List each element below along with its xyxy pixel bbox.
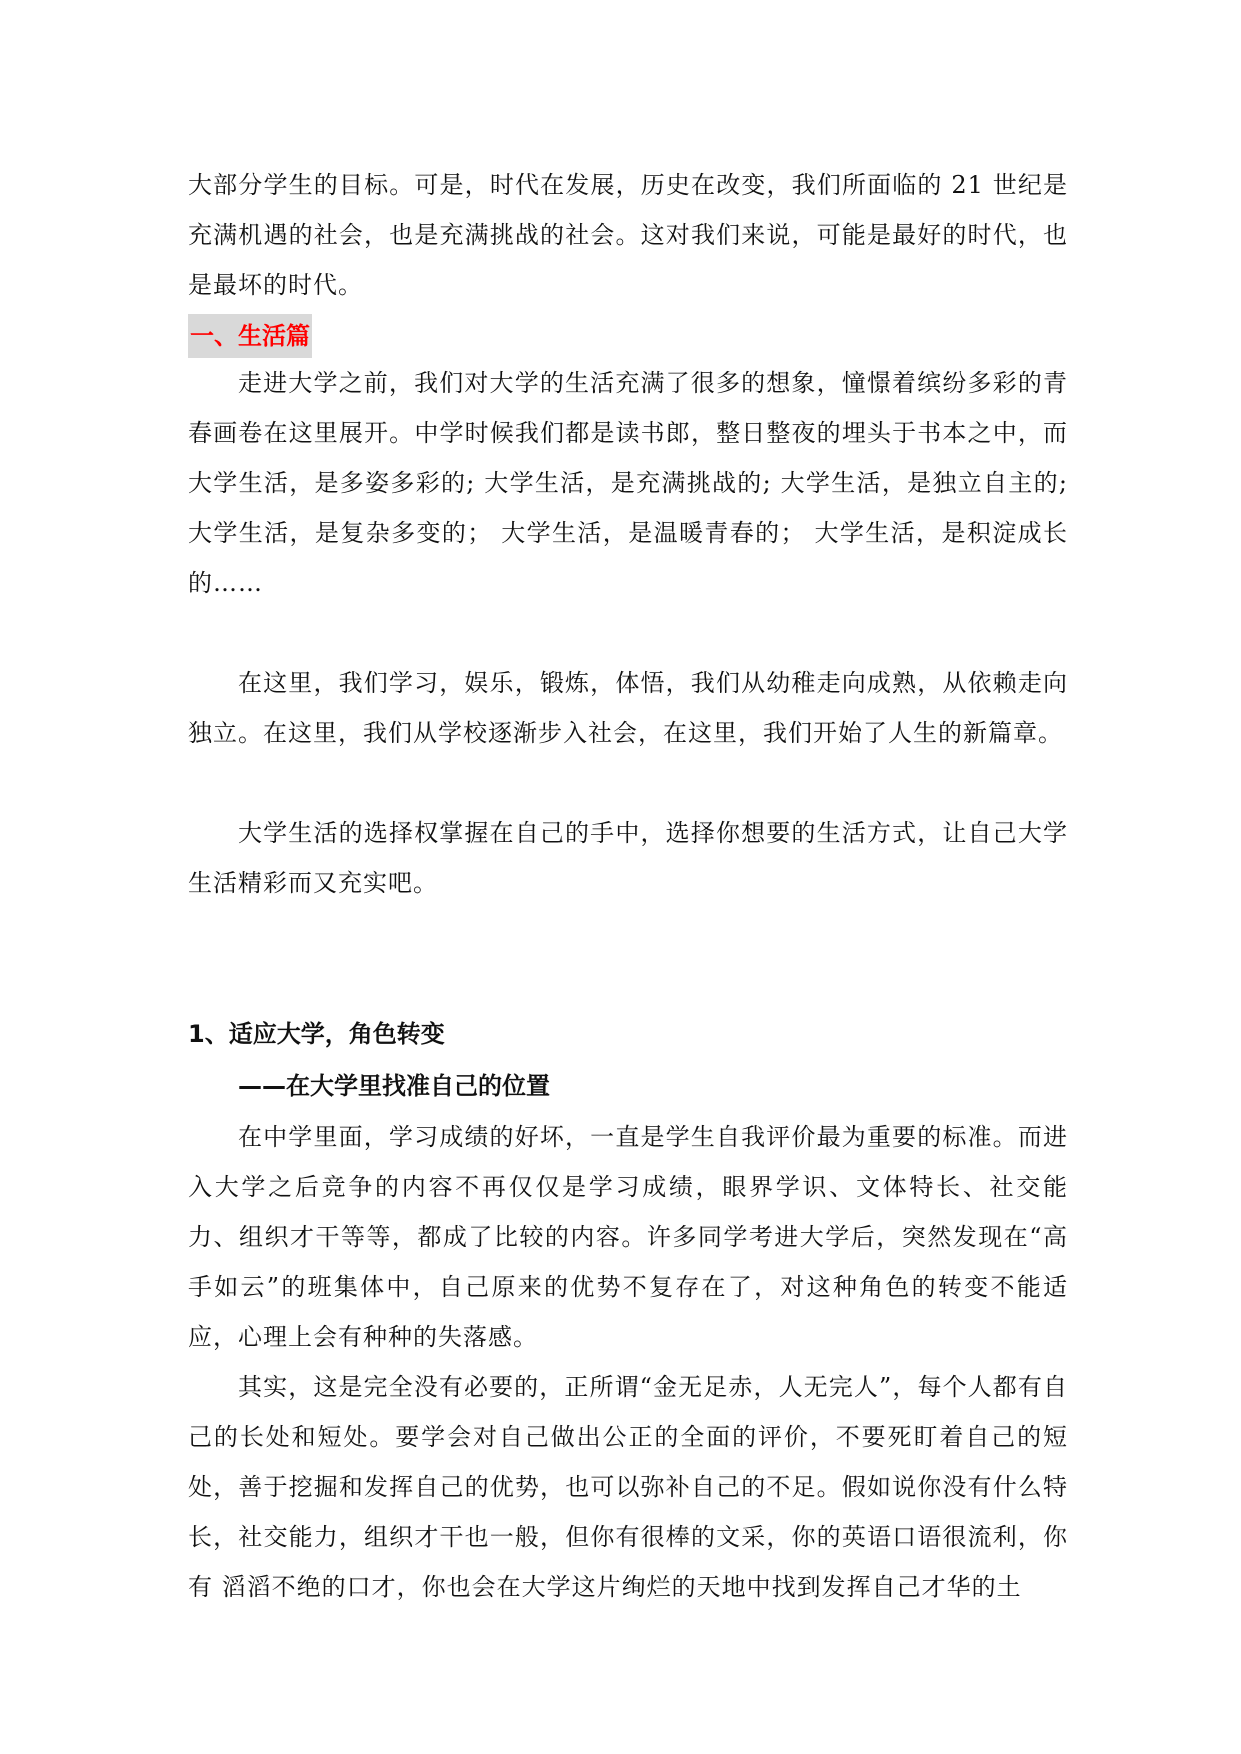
intro-paragraph: 大部分学生的目标。可是，时代在发展，历史在改变，我们所面临的 21 世纪是充满机遇的社会，也是充满挑战的社会。这对我们来说，可能是最好的时代，也是最坏的时代。	[188, 171, 1068, 299]
life-paragraph-2: 在这里，我们学习，娱乐，锻炼，体悟，我们从幼稚走向成熟，从依赖走向独立。在这里，我们从学校逐渐步入社会，在这里，我们开始了人生的新篇章。	[188, 669, 1068, 747]
life-paragraph-1: 走进大学之前，我们对大学的生活充满了很多的想象，憧憬着缤纷多彩的青春画卷在这里展开。中学时候我们都是读书郎，整日整夜的埋头于书本之中，而大学生活，是多姿多彩的; 大学生活，是充满挑战的; 大学生活，是独立自主的; 大学生活，是复杂多变的； 大学生活，是温暖青春的； 大学生活，是积淀成长的……	[188, 369, 1068, 597]
spacer	[188, 608, 1068, 658]
subsection-title: 1、适应大学，角色转变	[188, 1020, 445, 1048]
life-paragraph-3: 大学生活的选择权掌握在自己的手中，选择你想要的生活方式，让自己大学生活精彩而又充实吧。	[188, 819, 1068, 897]
document-body	[188, 160, 1068, 1612]
subsection-subtitle: ——在大学里找准自己的位置	[238, 1072, 550, 1100]
section-heading-life: 一、生活篇	[188, 314, 312, 358]
adapt-paragraph-1: 在中学里面，学习成绩的好坏，一直是学生自我评价最为重要的标准。而进入大学之后竞争的内容不再仅仅是学习成绩，眼界学识、文体特长、社交能 力、组织才干等等，都成了比较的内容。许多同学考进大学后，突然发现在“高手如云”的班集体中，自己原来的优势不复存在了，对这种角色的转变不能适应，心理上会有种种的失落感。	[188, 1123, 1068, 1351]
spacer	[188, 758, 1068, 808]
adapt-paragraph-2: 其实，这是完全没有必要的，正所谓“金无足赤，人无完人”，每个人都有自己的长处和短处。要学会对自己做出公正的全面的评价，不要死盯着自己的短处，善于挖掘和发挥自己的优势，也可以弥补自己的不足。假如说你没有什么特长，社交能力，组织才干也一般，但你有很棒的文采，你的英语口语很流利，你有 滔滔不绝的口才，你也会在大学这片绚烂的天地中找到发挥自己才华的土	[188, 1373, 1068, 1601]
spacer	[188, 908, 1068, 1008]
section-heading-wrapper	[188, 310, 1068, 358]
